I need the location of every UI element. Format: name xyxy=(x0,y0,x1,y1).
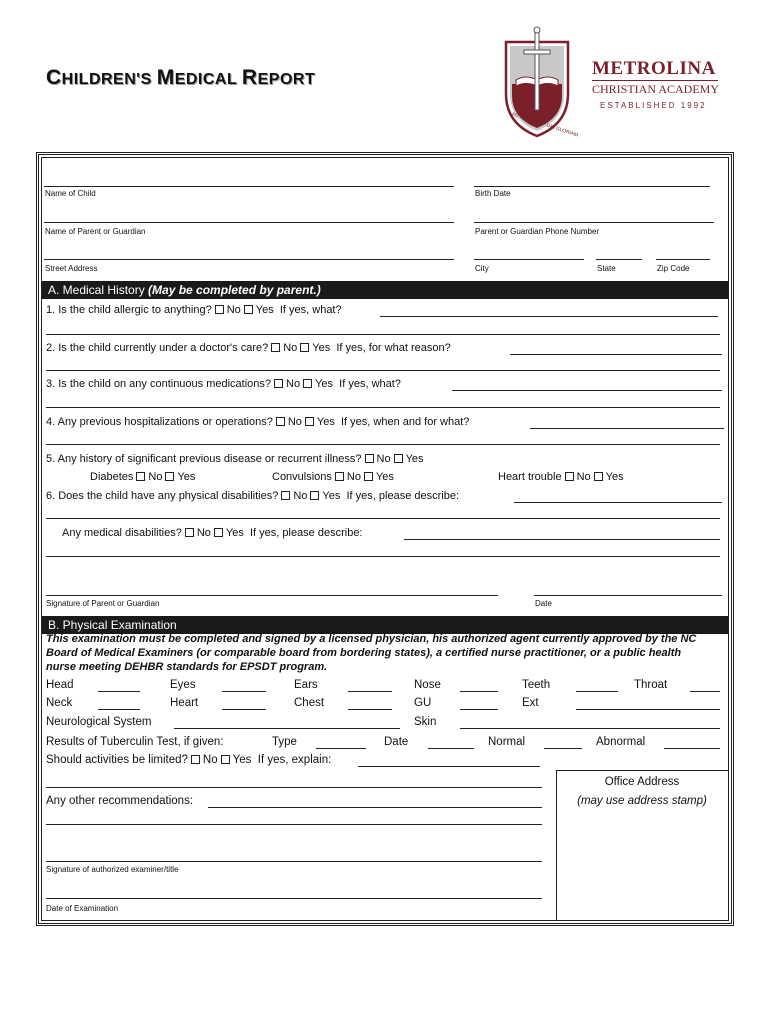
exam-gu-line[interactable] xyxy=(460,709,498,710)
exam-throat-line[interactable] xyxy=(690,691,720,692)
diabetes-yes-checkbox[interactable] xyxy=(165,472,174,481)
exam-neuro-label: Neurological System xyxy=(46,716,152,728)
parent-date-label: Date xyxy=(535,599,552,608)
convulsions-no-checkbox[interactable] xyxy=(335,472,344,481)
exam-ext-line[interactable] xyxy=(576,709,720,710)
exam-neuro-line[interactable] xyxy=(174,728,400,729)
limited-no-checkbox[interactable] xyxy=(191,755,200,764)
recommendations-label: Any other recommendations: xyxy=(46,795,194,807)
q2-answer-line-2[interactable] xyxy=(46,370,720,371)
limited-answer-line-2[interactable] xyxy=(46,787,542,788)
limited-answer-line[interactable] xyxy=(358,766,540,767)
heart-trouble-yes-checkbox[interactable] xyxy=(594,472,603,481)
name-of-child-label: Name of Child xyxy=(45,189,96,198)
tb-date-line[interactable] xyxy=(428,748,474,749)
diabetes-item: Diabetes No Yes xyxy=(90,471,196,483)
logo-established: ESTABLISHED 1992 xyxy=(600,101,707,110)
question-1: 1. Is the child allergic to anything? No Yes If yes, what? xyxy=(46,304,342,316)
exam-eyes-label: Eyes xyxy=(170,679,196,691)
q4-answer-line-2[interactable] xyxy=(46,444,720,445)
tb-abnormal-label: Abnormal xyxy=(596,736,646,748)
question-6: 6. Does the child have any physical disabilities? No Yes If yes, please describe: xyxy=(46,490,460,502)
q3-yes-checkbox[interactable] xyxy=(303,379,312,388)
tb-type-line[interactable] xyxy=(316,748,366,749)
exam-teeth-line[interactable] xyxy=(576,691,618,692)
exam-nose-label: Nose xyxy=(414,679,441,691)
q1-no-checkbox[interactable] xyxy=(215,305,224,314)
exam-heart-line[interactable] xyxy=(222,709,266,710)
examiner-signature-label: Signature of authorized examiner/title xyxy=(46,865,179,874)
exam-ears-label: Ears xyxy=(294,679,318,691)
diabetes-no-checkbox[interactable] xyxy=(136,472,145,481)
exam-skin-line[interactable] xyxy=(460,728,720,729)
q3-answer-line-2[interactable] xyxy=(46,407,720,408)
office-address-title: Office Address xyxy=(604,776,680,788)
exam-nose-line[interactable] xyxy=(460,691,498,692)
q7-yes-checkbox[interactable] xyxy=(214,528,223,537)
parent-name-line[interactable] xyxy=(44,222,454,223)
question-2: 2. Is the child currently under a doctor's care? No Yes If yes, for what reason? xyxy=(46,342,451,354)
state-line[interactable] xyxy=(596,259,642,260)
q2-yes-checkbox[interactable] xyxy=(300,343,309,352)
q1-answer-line[interactable] xyxy=(380,316,718,317)
parent-signature-line[interactable] xyxy=(46,595,498,596)
instructions-line-1: This examination must be completed and signed by a licensed physician, his authorized agent currently approved by the NC xyxy=(46,633,697,645)
tb-normal-line[interactable] xyxy=(544,748,582,749)
tb-date-label: Date xyxy=(384,736,409,748)
zip-line[interactable] xyxy=(656,259,710,260)
section-b-header: B. Physical Examination xyxy=(42,616,728,634)
parent-phone-label: Parent or Guardian Phone Number xyxy=(475,227,600,236)
tb-test-label: Results of Tuberculin Test, if given: xyxy=(46,736,224,748)
activities-limited: Should activities be limited? No Yes If yes, explain: xyxy=(46,754,332,766)
q6-answer-line-2[interactable] xyxy=(46,518,720,519)
exam-head-line[interactable] xyxy=(98,691,140,692)
q5-no-checkbox[interactable] xyxy=(365,454,374,463)
birth-date-label: Birth Date xyxy=(475,189,511,198)
exam-chest-label: Chest xyxy=(294,697,325,709)
instructions-line-3: nurse meeting DEHBR standards for EPSDT program. xyxy=(46,661,328,673)
office-address-box[interactable] xyxy=(556,770,728,920)
exam-chest-line[interactable] xyxy=(348,709,392,710)
street-line[interactable] xyxy=(44,259,454,260)
name-of-child-line[interactable] xyxy=(44,186,454,187)
tb-abnormal-line[interactable] xyxy=(664,748,720,749)
state-label: State xyxy=(597,264,616,273)
school-logo xyxy=(498,24,728,144)
exam-neck-label: Neck xyxy=(46,697,73,709)
q1-yes-checkbox[interactable] xyxy=(244,305,253,314)
convulsions-item: Convulsions No Yes xyxy=(272,471,394,483)
exam-neck-line[interactable] xyxy=(98,709,140,710)
limited-yes-checkbox[interactable] xyxy=(221,755,230,764)
city-label: City xyxy=(475,264,489,273)
exam-date-label: Date of Examination xyxy=(46,904,119,913)
office-address-note: (may use address stamp) xyxy=(577,795,707,807)
parent-name-label: Name of Parent or Guardian xyxy=(45,227,146,236)
exam-gu-label: GU xyxy=(414,697,432,709)
zip-label: Zip Code xyxy=(657,264,690,273)
recommendations-line-2[interactable] xyxy=(46,824,542,825)
heart-trouble-item: Heart trouble No Yes xyxy=(498,471,624,483)
question-5: 5. Any history of significant previous disease or recurrent illness? No Yes xyxy=(46,453,424,465)
q1-answer-line-2[interactable] xyxy=(46,334,720,335)
q6-yes-checkbox[interactable] xyxy=(310,491,319,500)
q2-answer-line[interactable] xyxy=(510,354,722,355)
instructions-line-2: Board of Medical Examiners (or comparable board from bordering states), a certified nurse practitioner, or a public health xyxy=(46,647,682,659)
birth-date-line[interactable] xyxy=(474,186,710,187)
q4-yes-checkbox[interactable] xyxy=(305,417,314,426)
exam-date-line[interactable] xyxy=(46,898,542,899)
q7-no-checkbox[interactable] xyxy=(185,528,194,537)
parent-signature-label: Signature of Parent or Guardian xyxy=(46,599,160,608)
heart-trouble-no-checkbox[interactable] xyxy=(565,472,574,481)
city-line[interactable] xyxy=(474,259,584,260)
logo-motto: AD MAIOREM · DEI GLORIAM xyxy=(510,111,579,139)
exam-head-label: Head xyxy=(46,679,74,691)
q3-answer-line[interactable] xyxy=(452,390,722,391)
q3-no-checkbox[interactable] xyxy=(274,379,283,388)
exam-ears-line[interactable] xyxy=(348,691,392,692)
question-4: 4. Any previous hospitalizations or operations? No Yes If yes, when and for what? xyxy=(46,416,470,428)
tb-normal-label: Normal xyxy=(488,736,526,748)
exam-skin-label: Skin xyxy=(414,716,437,728)
exam-heart-label: Heart xyxy=(170,697,199,709)
q4-no-checkbox[interactable] xyxy=(276,417,285,426)
logo-name: METROLINA xyxy=(592,58,716,79)
parent-phone-line[interactable] xyxy=(474,222,714,223)
q4-answer-line[interactable] xyxy=(530,428,724,429)
exam-eyes-line[interactable] xyxy=(222,691,266,692)
tb-type-label: Type xyxy=(272,736,297,748)
exam-teeth-label: Teeth xyxy=(522,679,551,691)
section-a-header: A. Medical History (May be completed by parent.) xyxy=(42,281,728,299)
question-3: 3. Is the child on any continuous medications? No Yes If yes, what? xyxy=(46,378,401,390)
logo-subtitle: CHRISTIAN ACADEMY xyxy=(592,82,720,96)
street-label: Street Address xyxy=(45,264,98,273)
q6-answer-line[interactable] xyxy=(514,502,722,503)
convulsions-yes-checkbox[interactable] xyxy=(364,472,373,481)
q7-answer-line-2[interactable] xyxy=(46,556,720,557)
examiner-signature-line[interactable] xyxy=(46,861,542,862)
exam-throat-label: Throat xyxy=(634,679,668,691)
parent-date-line[interactable] xyxy=(534,595,722,596)
q7-answer-line[interactable] xyxy=(404,539,720,540)
exam-ext-label: Ext xyxy=(522,697,539,709)
q5-yes-checkbox[interactable] xyxy=(394,454,403,463)
recommendations-line[interactable] xyxy=(208,807,542,808)
question-7: Any medical disabilities? No Yes If yes, please describe: xyxy=(62,527,363,539)
q6-no-checkbox[interactable] xyxy=(281,491,290,500)
q2-no-checkbox[interactable] xyxy=(271,343,280,352)
page-title: CHILDREN'S MEDICAL REPORT xyxy=(46,66,316,89)
